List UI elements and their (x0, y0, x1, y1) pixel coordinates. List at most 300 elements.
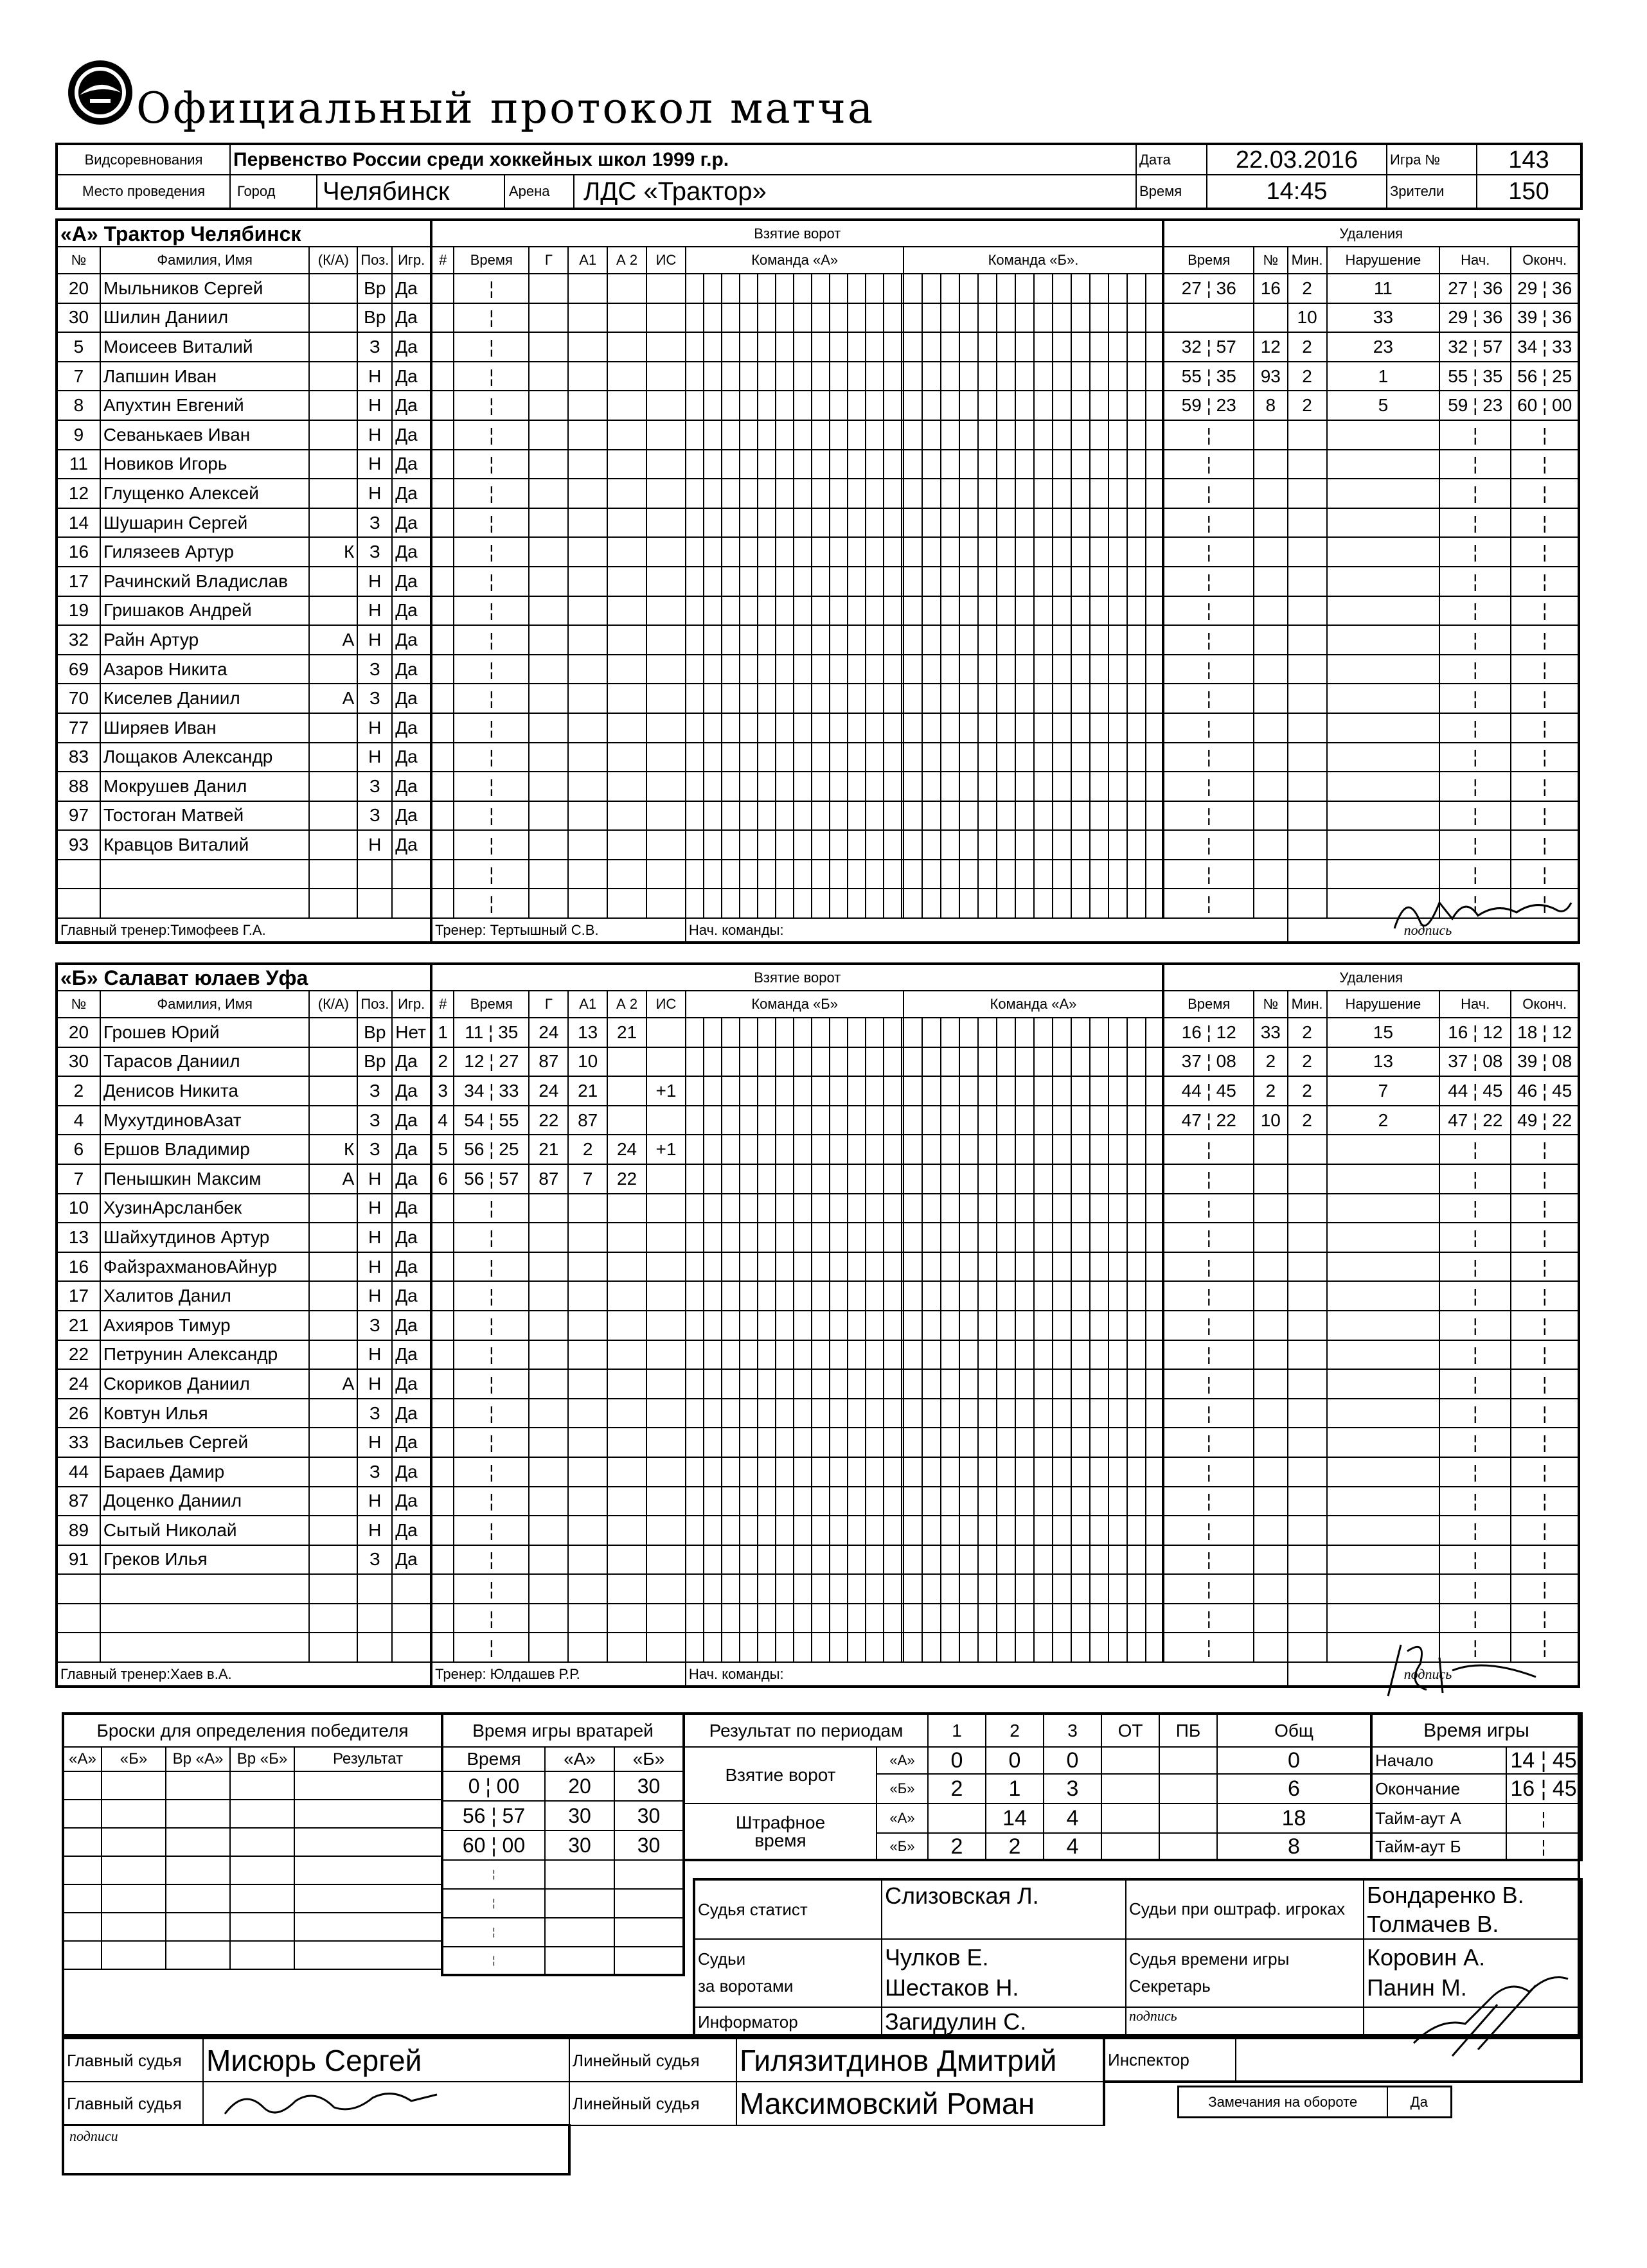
penalty-start: 27 ¦ 36 (1439, 274, 1511, 303)
player-role (309, 362, 357, 391)
player-row (57, 860, 1579, 889)
goal-assist-1 (568, 420, 607, 450)
player-row (57, 567, 1579, 596)
player-role (309, 1281, 357, 1311)
player-number: 88 (57, 772, 100, 801)
player-played (392, 1604, 431, 1633)
goal-situation (646, 1487, 686, 1516)
penalty-player (1254, 479, 1288, 508)
goal-number (431, 332, 454, 362)
penalty-player (1254, 420, 1288, 450)
penalty-time: 27 ¦ 36 (1163, 274, 1254, 303)
penalty-start: ¦ (1439, 1516, 1511, 1545)
goals-b-ot (1101, 1774, 1159, 1803)
goal-scorer (529, 713, 568, 743)
pim-a-p2: 14 (986, 1803, 1044, 1833)
goal-side-own (686, 479, 904, 508)
venue-label: Место проведения (57, 175, 230, 209)
player-number (57, 860, 100, 889)
player-number: 77 (57, 713, 100, 743)
goal-side-own (686, 1018, 904, 1047)
penalty-minutes (1288, 889, 1327, 918)
linesman-2: Максимовский Роман (736, 2082, 1104, 2125)
goal-side-other (904, 537, 1163, 567)
pim-team-a: «А» (877, 1803, 928, 1833)
penalty-end: ¦ (1511, 1516, 1579, 1545)
player-position (357, 1574, 392, 1604)
player-name: Севанькаев Иван (100, 420, 310, 450)
goal-side-own (686, 684, 904, 713)
penalty-minutes (1288, 684, 1327, 713)
goal-assist-2 (607, 362, 646, 391)
player-role: А (309, 684, 357, 713)
goal-number (431, 1369, 454, 1399)
penalty-time: ¦ (1163, 450, 1254, 479)
team-chief: Нач. команды: (686, 918, 1288, 943)
goal-situation (646, 1281, 686, 1311)
goal-assist-2 (607, 537, 646, 567)
goal-time: ¦ (454, 889, 529, 918)
spectators-label: Зрители (1387, 175, 1477, 209)
col-total: Общ (1217, 1714, 1371, 1747)
goal-assist-2: 21 (607, 1018, 646, 1047)
coach: Тренер: Тертышный С.В. (431, 918, 686, 943)
penalty-player (1254, 713, 1288, 743)
penalty-player (1254, 1223, 1288, 1252)
penalty-end: ¦ (1511, 684, 1579, 713)
goal-assist-2 (607, 450, 646, 479)
periods-title: Результат по периодам (684, 1714, 928, 1747)
goal-situation (646, 332, 686, 362)
goal-scorer (529, 362, 568, 391)
goal-scorer: 24 (529, 1076, 568, 1106)
penalty-foul (1327, 1574, 1440, 1604)
informer-label: Информатор (694, 2007, 882, 2037)
goal-side-own (686, 1252, 904, 1282)
penalty-end: ¦ (1511, 1252, 1579, 1282)
penalty-time: ¦ (1163, 684, 1254, 713)
goal-time: ¦ (454, 625, 529, 655)
goals-team-a: «А» (877, 1747, 928, 1774)
goal-side-own (686, 1574, 904, 1604)
goal-number (431, 1252, 454, 1282)
penalty-end: 18 ¦ 12 (1511, 1018, 1579, 1047)
player-number (57, 1574, 100, 1604)
timeout-b: ¦ (1506, 1833, 1581, 1860)
player-row (57, 1633, 1579, 1662)
player-role: А (309, 625, 357, 655)
col-goal-time: Время (454, 991, 529, 1018)
player-position: З (357, 1311, 392, 1340)
goal-number: 1 (431, 1018, 454, 1047)
penalty-minutes (1288, 801, 1327, 831)
goalie-time-table: Время игры вратарей Время «А» «Б» 0 ¦ 00 20 30 56 ¦ 57 30 30 60 ¦ 00 30 30 ¦ ¦ ¦ ¦ (441, 1712, 685, 1976)
goal-scorer (529, 801, 568, 831)
penalty-foul (1327, 1457, 1440, 1487)
goal-time: 11 ¦ 35 (454, 1018, 529, 1047)
goal-situation (646, 1106, 686, 1135)
shootout-col-a: «А» (63, 1747, 102, 1771)
penalty-minutes (1288, 1135, 1327, 1164)
penalty-start: 16 ¦ 12 (1439, 1018, 1511, 1047)
player-role (309, 743, 357, 772)
goal-time: ¦ (454, 1340, 529, 1370)
goal-time: ¦ (454, 1369, 529, 1399)
player-row (57, 625, 1579, 655)
goal-assist-2 (607, 1457, 646, 1487)
goal-side-own (686, 1457, 904, 1487)
goal-assist-1: 2 (568, 1135, 607, 1164)
goal-side-other (904, 1487, 1163, 1516)
goal-time: ¦ (454, 274, 529, 303)
pim-label: Штрафное время (684, 1803, 877, 1860)
penalty-start: ¦ (1439, 1428, 1511, 1457)
goal-assist-1 (568, 655, 607, 684)
goal-number (431, 625, 454, 655)
goal-number (431, 1604, 454, 1633)
player-number: 16 (57, 537, 100, 567)
player-played: Да (392, 772, 431, 801)
player-position (357, 1633, 392, 1662)
goal-side-own (686, 1604, 904, 1633)
player-played: Да (392, 1194, 431, 1223)
player-played: Да (392, 1311, 431, 1340)
player-position: Н (357, 362, 392, 391)
player-played: Да (392, 1369, 431, 1399)
player-played: Да (392, 303, 431, 333)
penalty-minutes: 10 (1288, 303, 1327, 333)
player-row (57, 274, 1579, 303)
penalty-player (1254, 801, 1288, 831)
penalty-start: ¦ (1439, 1545, 1511, 1575)
goal-assist-2 (607, 1252, 646, 1282)
penalty-start: ¦ (1439, 772, 1511, 801)
goal-situation (646, 567, 686, 596)
player-position: З (357, 772, 392, 801)
penalty-minutes (1288, 1516, 1327, 1545)
goal-assist-1 (568, 567, 607, 596)
goal-assist-2 (607, 1574, 646, 1604)
goal-number (431, 537, 454, 567)
player-position: Н (357, 625, 392, 655)
goal-side-other (904, 332, 1163, 362)
player-row (57, 1311, 1579, 1340)
player-played: Да (392, 1516, 431, 1545)
player-name: ХузинАрсланбек (100, 1194, 310, 1223)
player-number: 6 (57, 1135, 100, 1164)
secretary-label: Секретарь (1129, 1976, 1211, 1996)
penalty-end: 29 ¦ 36 (1511, 274, 1579, 303)
penalty-minutes (1288, 1428, 1327, 1457)
penalty-end: ¦ (1511, 1223, 1579, 1252)
penalty-foul (1327, 1135, 1440, 1164)
goal-assist-1 (568, 303, 607, 333)
player-name: Киселев Даниил (100, 684, 310, 713)
goal-scorer (529, 1340, 568, 1370)
player-number: 70 (57, 684, 100, 713)
goal-scorer (529, 450, 568, 479)
penalty-time: 16 ¦ 12 (1163, 1018, 1254, 1047)
penalty-player (1254, 1164, 1288, 1194)
goal-situation (646, 830, 686, 860)
penalty-foul: 15 (1327, 1018, 1440, 1047)
goal-side-other (904, 1311, 1163, 1340)
penalty-player (1254, 830, 1288, 860)
shootout-title: Броски для определения победителя (63, 1714, 442, 1747)
penalty-start: ¦ (1439, 1633, 1511, 1662)
penalty-start: ¦ (1439, 860, 1511, 889)
penalty-end: ¦ (1511, 1457, 1579, 1487)
goal-side-own (686, 1311, 904, 1340)
penalty-time: ¦ (1163, 1340, 1254, 1370)
goal-time: ¦ (454, 684, 529, 713)
penalty-time: ¦ (1163, 655, 1254, 684)
player-played: Да (392, 1457, 431, 1487)
player-role (309, 1047, 357, 1077)
player-name: МухутдиновАзат (100, 1106, 310, 1135)
player-position: Н (357, 479, 392, 508)
penalty-time: ¦ (1163, 1516, 1254, 1545)
player-position: З (357, 1076, 392, 1106)
player-row (57, 391, 1579, 420)
goal-side-other (904, 391, 1163, 420)
goal-time: ¦ (454, 1399, 529, 1428)
player-name: Глущенко Алексей (100, 479, 310, 508)
penalty-start: ¦ (1439, 1487, 1511, 1516)
goal-scorer (529, 596, 568, 626)
penalty-player (1254, 684, 1288, 713)
goal-number (431, 1194, 454, 1223)
col-pb: ПБ (1159, 1714, 1217, 1747)
goal-scorer (529, 625, 568, 655)
player-name (100, 1633, 310, 1662)
penalty-foul (1327, 537, 1440, 567)
goals-a-total: 0 (1217, 1747, 1371, 1774)
goal-assist-2 (607, 1428, 646, 1457)
penalty-minutes (1288, 508, 1327, 538)
goal-side-other (904, 420, 1163, 450)
player-row (57, 537, 1579, 567)
inspector-label: Инспектор (1104, 2038, 1236, 2082)
player-number: 30 (57, 1047, 100, 1077)
city: Челябинск (323, 177, 450, 206)
goalie-row-a: 30 (545, 1801, 614, 1830)
goal-scorer (529, 1311, 568, 1340)
goal-side-other (904, 1164, 1163, 1194)
player-role (309, 1311, 357, 1340)
linesman-label-1: Линейный судья (569, 2038, 736, 2082)
goal-side-own (686, 420, 904, 450)
penalty-end: ¦ (1511, 1428, 1579, 1457)
penalty-foul (1327, 1487, 1440, 1516)
penalty-foul: 1 (1327, 362, 1440, 391)
player-role (309, 596, 357, 626)
penalty-time: ¦ (1163, 1487, 1254, 1516)
goal-number: 6 (431, 1164, 454, 1194)
penalty-player (1254, 889, 1288, 918)
shootout-col-b: «Б» (102, 1747, 166, 1771)
goal-situation (646, 596, 686, 626)
player-played: Да (392, 713, 431, 743)
player-position: Н (357, 391, 392, 420)
player-row (57, 1487, 1579, 1516)
stat-judge: Слизовская Л. (882, 1879, 1126, 1939)
player-row (57, 1574, 1579, 1604)
player-row (57, 1516, 1579, 1545)
goal-assist-1 (568, 274, 607, 303)
penalty-time: ¦ (1163, 1252, 1254, 1282)
player-name (100, 889, 310, 918)
competition-label: Видсоревнования (57, 144, 230, 175)
penalty-minutes (1288, 1281, 1327, 1311)
penalty-time: ¦ (1163, 1399, 1254, 1428)
penalty-minutes: 2 (1288, 1076, 1327, 1106)
goal-scorer (529, 479, 568, 508)
goalie-row-time: 60 ¦ 00 (442, 1830, 545, 1860)
player-position: З (357, 537, 392, 567)
col-side-own: Команда «Б» (686, 991, 904, 1018)
goal-assist-2 (607, 1047, 646, 1077)
player-number: 24 (57, 1369, 100, 1399)
player-number: 30 (57, 303, 100, 333)
goal-time: ¦ (454, 537, 529, 567)
goal-assist-1 (568, 508, 607, 538)
penalty-minutes (1288, 1399, 1327, 1428)
player-name: Апухтин Евгений (100, 391, 310, 420)
goal-side-other (904, 713, 1163, 743)
goal-situation (646, 303, 686, 333)
penalty-start: ¦ (1439, 743, 1511, 772)
penalty-time: ¦ (1163, 537, 1254, 567)
penalty-minutes: 2 (1288, 391, 1327, 420)
penalty-time: 44 ¦ 45 (1163, 1076, 1254, 1106)
goal-situation (646, 713, 686, 743)
penalty-foul (1327, 567, 1440, 596)
player-row (57, 1281, 1579, 1311)
goals-section-header: Взятие ворот (431, 220, 1163, 247)
penalty-end: ¦ (1511, 801, 1579, 831)
player-played: Да (392, 1399, 431, 1428)
goals-section-header: Взятие ворот (431, 964, 1163, 991)
goals-team-b: «Б» (877, 1774, 928, 1803)
goal-scorer (529, 1545, 568, 1575)
penalty-foul (1327, 1194, 1440, 1223)
player-position: Н (357, 1428, 392, 1457)
penalty-foul (1327, 1164, 1440, 1194)
goal-scorer (529, 889, 568, 918)
penalty-foul (1327, 450, 1440, 479)
goal-assist-1 (568, 1457, 607, 1487)
penalty-foul: 5 (1327, 391, 1440, 420)
penalty-start: ¦ (1439, 1135, 1511, 1164)
goal-side-own (686, 1106, 904, 1135)
col-pen-foul: Нарушение (1327, 991, 1440, 1018)
goal-situation (646, 625, 686, 655)
player-name: Мыльников Сергей (100, 274, 310, 303)
penalty-start: ¦ (1439, 889, 1511, 918)
goal-assist-2: 24 (607, 1135, 646, 1164)
goal-side-own (686, 1428, 904, 1457)
player-played: Да (392, 274, 431, 303)
player-number: 7 (57, 362, 100, 391)
player-role (309, 508, 357, 538)
goal-side-own (686, 1076, 904, 1106)
player-row (57, 1135, 1579, 1164)
penalty-minutes (1288, 1311, 1327, 1340)
player-position: Н (357, 713, 392, 743)
penalty-minutes (1288, 655, 1327, 684)
player-position: Вр (357, 274, 392, 303)
timekeeper-label: Судья времени игры (1129, 1949, 1290, 1969)
goal-time: ¦ (454, 1281, 529, 1311)
goal-time: ¦ (454, 420, 529, 450)
penalty-player (1254, 567, 1288, 596)
player-name: Шайхутдинов Артур (100, 1223, 310, 1252)
timeout-a-label: Тайм-аут А (1371, 1803, 1506, 1833)
penalty-foul (1327, 625, 1440, 655)
player-number (57, 889, 100, 918)
player-row (57, 713, 1579, 743)
goal-number (431, 508, 454, 538)
player-number: 87 (57, 1487, 100, 1516)
col-goal-no: # (431, 991, 454, 1018)
goal-situation (646, 1340, 686, 1370)
player-row (57, 479, 1579, 508)
player-role (309, 450, 357, 479)
player-role (309, 1604, 357, 1633)
penalty-time: ¦ (1163, 420, 1254, 450)
player-row (57, 1457, 1579, 1487)
goal-scorer (529, 1252, 568, 1282)
penalty-minutes (1288, 1574, 1327, 1604)
col-ka: (К/А) (309, 991, 357, 1018)
player-name: Васильев Сергей (100, 1428, 310, 1457)
goal-side-own (686, 1369, 904, 1399)
goal-side-own (686, 830, 904, 860)
goal-side-other (904, 450, 1163, 479)
goal-time: ¦ (454, 655, 529, 684)
goal-assist-2 (607, 860, 646, 889)
game-start: 14 ¦ 45 (1506, 1747, 1581, 1774)
col-a1: А1 (568, 247, 607, 274)
penalty-foul (1327, 1604, 1440, 1633)
player-number: 11 (57, 450, 100, 479)
officials-sign-label: подпись (1126, 2007, 1364, 2037)
game-end: 16 ¦ 45 (1506, 1774, 1581, 1803)
col-pen-time: Время (1163, 991, 1254, 1018)
goal-number (431, 743, 454, 772)
player-played: Да (392, 1135, 431, 1164)
goal-time: ¦ (454, 801, 529, 831)
player-name: Халитов Данил (100, 1281, 310, 1311)
penalty-end: ¦ (1511, 655, 1579, 684)
penalty-time: ¦ (1163, 596, 1254, 626)
player-name: Тарасов Даниил (100, 1047, 310, 1077)
goal-situation (646, 537, 686, 567)
goal-assist-2 (607, 743, 646, 772)
penalty-player (1254, 625, 1288, 655)
penalty-player: 2 (1254, 1047, 1288, 1077)
goal-situation (646, 1604, 686, 1633)
col-name: Фамилия, Имя (100, 247, 310, 274)
player-number: 33 (57, 1428, 100, 1457)
penalty-minutes (1288, 1487, 1327, 1516)
goal-number (431, 362, 454, 391)
signature-team-b (1382, 1632, 1549, 1703)
goal-side-own (686, 596, 904, 626)
player-played: Да (392, 1340, 431, 1370)
penalty-foul (1327, 1311, 1440, 1340)
